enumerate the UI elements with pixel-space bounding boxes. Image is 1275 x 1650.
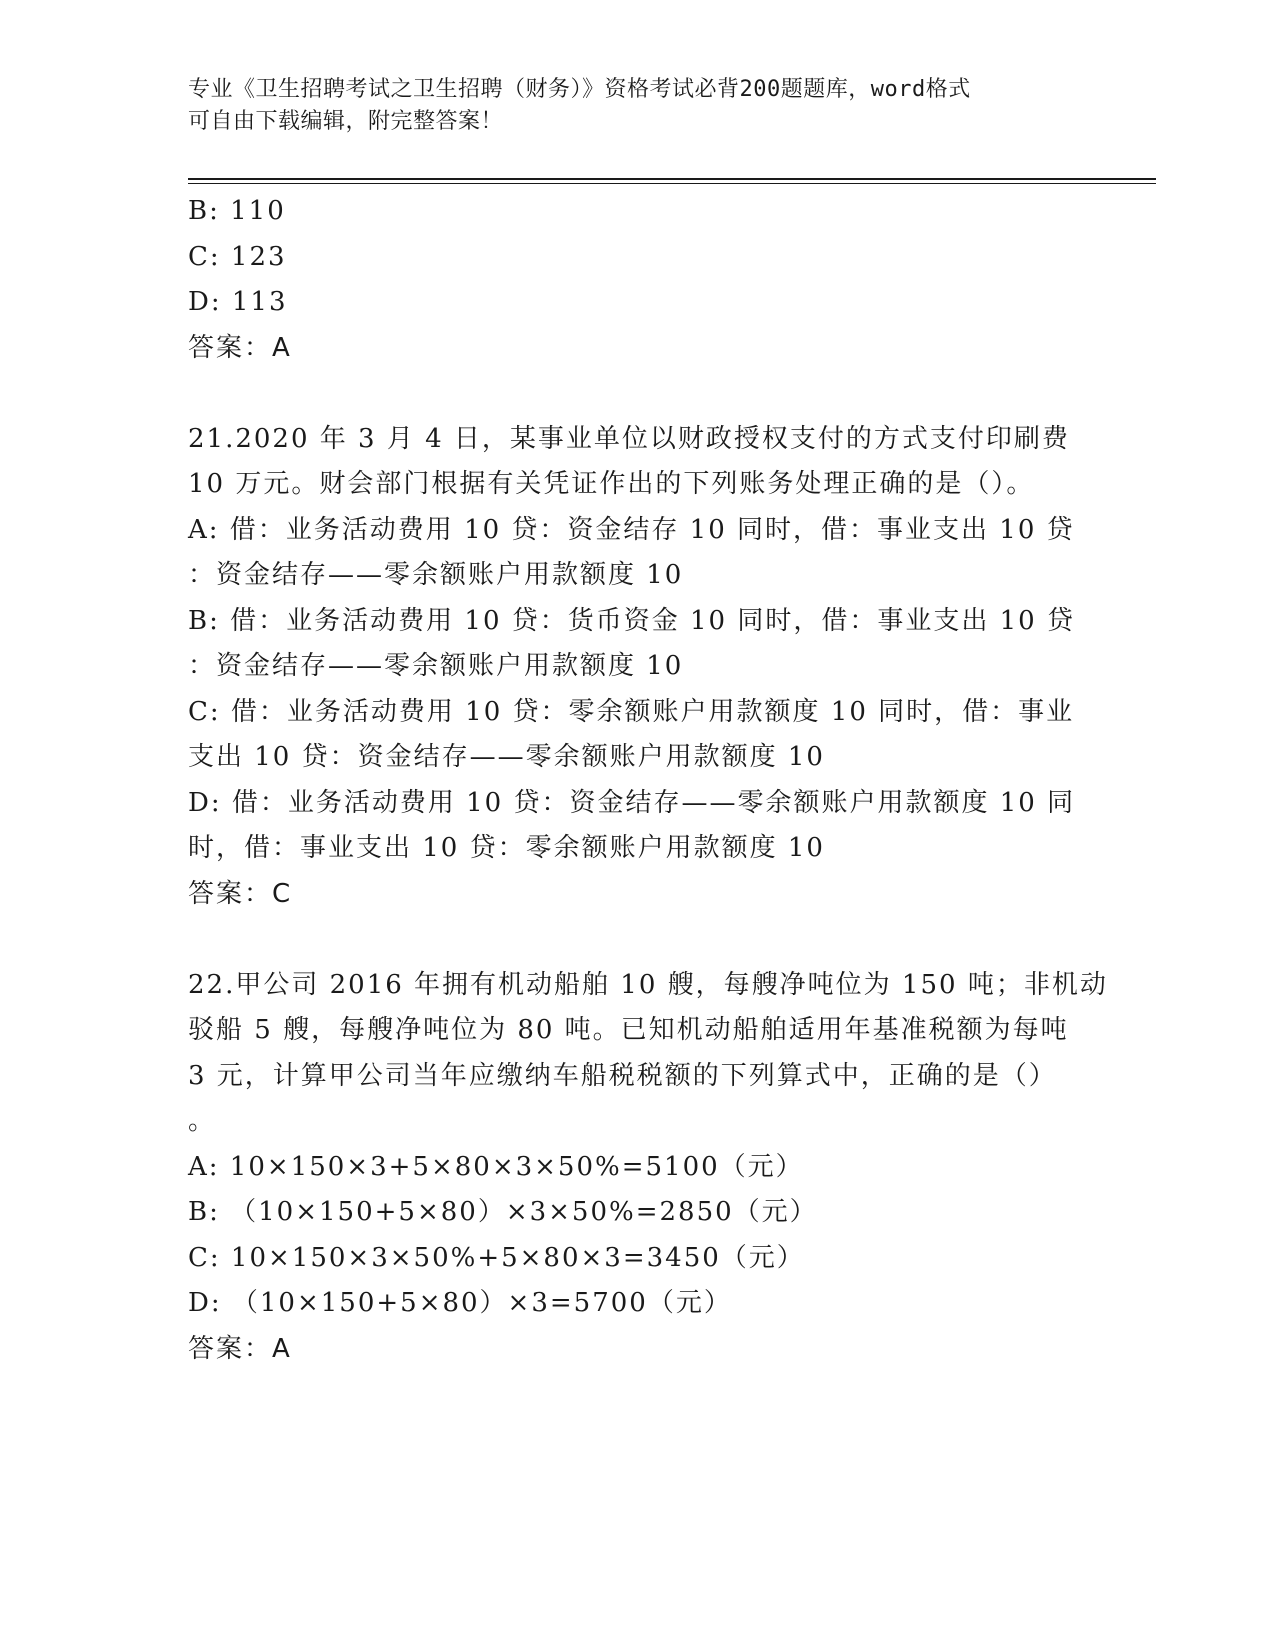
question-stem-line: 驳船 5 艘，每艘净吨位为 80 吨。已知机动船舶适用年基准税额为每吨 (188, 1015, 1069, 1045)
question-22 (188, 963, 1108, 1373)
question-stem-line: 。 (188, 1106, 217, 1136)
option-a-continued: ：资金结存——零余额账户用款额度 10 (188, 560, 684, 590)
document-body (188, 189, 1108, 1372)
option-c: C: 123 (188, 241, 287, 272)
option-a: A: 10×150×3+5×80×3×50%=5100（元） (188, 1151, 804, 1182)
answer-line: 答案：A (188, 332, 292, 363)
option-d: D: 借：业务活动费用 10 贷：资金结存——零余额账户用款额度 10 同 (188, 787, 1076, 818)
question-stem-line: 21.2020 年 3 月 4 日，某事业单位以财政授权支付的方式支付印刷费 (188, 423, 1070, 454)
option-b: B: 110 (188, 196, 286, 226)
option-d-continued: 时，借：事业支出 10 贷：零余额账户用款额度 10 (188, 833, 825, 863)
question-spacer (188, 371, 1088, 417)
document-header (188, 74, 1088, 138)
option-c-continued: 支出 10 贷：资金结存——零余额账户用款额度 10 (188, 742, 825, 772)
answer-line: 答案：C (188, 878, 293, 909)
question-stem-line: 3 元，计算甲公司当年应缴纳车船税税额的下列算式中，正确的是（） (188, 1060, 1057, 1091)
header-title-line-2: 可自由下载编辑，附完整答案！ (188, 109, 504, 134)
header-divider-thick (188, 178, 1156, 180)
option-b: B: 借：业务活动费用 10 贷：货币资金 10 同时，借：事业支出 10 贷 (188, 605, 1075, 636)
question-stem-line: 10 万元。财会部门根据有关凭证作出的下列账务处理正确的是（）。 (188, 469, 1035, 499)
option-c: C: 10×150×3×50%+5×80×3=3450（元） (188, 1242, 805, 1273)
option-d: D: 113 (188, 287, 288, 317)
option-b-continued: ：资金结存——零余额账户用款额度 10 (188, 651, 684, 681)
header-title-line-1: 专业《卫生招聘考试之卫生招聘（财务）》资格考试必背200题题库，word格式 (188, 77, 971, 102)
question-spacer (188, 917, 1088, 963)
option-b: B: （10×150+5×80）×3×50%=2850（元） (188, 1197, 818, 1227)
option-a: A: 借：业务活动费用 10 贷：资金结存 10 同时，借：事业支出 10 贷 (188, 514, 1075, 545)
option-c: C: 借：业务活动费用 10 贷：零余额账户用款额度 10 同时，借：事业 (188, 696, 1075, 727)
option-d: D: （10×150+5×80）×3=5700（元） (188, 1288, 732, 1318)
question-21 (188, 417, 1088, 918)
question-stem-line: 22.甲公司 2016 年拥有机动船舶 10 艘，每艘净吨位为 150 吨；非机动 (188, 969, 1108, 1000)
question-20-continued (188, 189, 1088, 371)
answer-line: 答案：A (188, 1333, 292, 1364)
header-divider-thin (188, 183, 1156, 184)
